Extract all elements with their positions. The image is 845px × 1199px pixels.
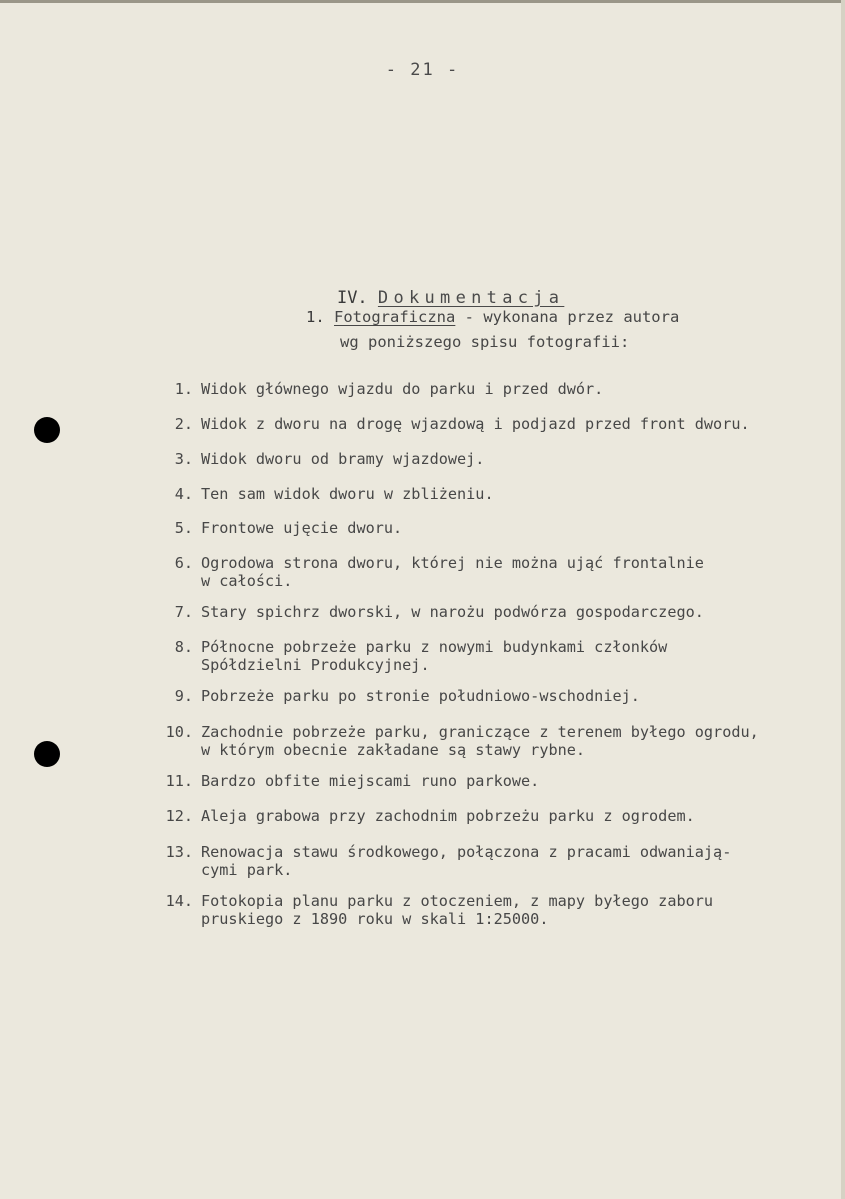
list-item-text	[201, 554, 841, 590]
list-item-text	[201, 807, 841, 825]
list-item-line: pruskiego z 1890 roku w skali 1:25000.	[201, 910, 549, 928]
punch-hole-upper	[34, 417, 60, 443]
list-item-line: Północne pobrzeże parku z nowymi budynkami członków	[201, 638, 668, 656]
list-item-text	[201, 638, 841, 674]
list-item-number: 6.	[174, 554, 193, 572]
list-item-text	[201, 450, 841, 468]
list-item-line: Widok głównego wjazdu do parku i przed dwór.	[201, 380, 604, 398]
list-item-text	[201, 772, 841, 790]
list-item-line: Bardzo obfite miejscami runo parkowe.	[201, 772, 540, 790]
subsection-line-2: wg poniższego spisu fotografii:	[340, 333, 630, 351]
list-item-number: 11.	[165, 772, 193, 790]
list-item-line: Aleja grabowa przy zachodnim pobrzeżu parku z ogrodem.	[201, 807, 695, 825]
list-item-text	[201, 892, 841, 928]
subsection-description: - wykonana przez autora	[455, 308, 680, 326]
list-item-line: w całości.	[201, 572, 293, 590]
list-item-text	[201, 723, 841, 759]
list-item-number: 7.	[174, 603, 193, 621]
section-number: IV.	[336, 288, 368, 308]
list-item-line: Ogrodowa strona dworu, której nie można ująć frontalnie	[201, 554, 704, 572]
list-item-number: 12.	[165, 807, 193, 825]
page-top-edge	[0, 0, 845, 3]
list-item-text	[201, 380, 841, 398]
page-right-edge	[841, 0, 845, 1199]
punch-hole-lower	[34, 741, 60, 767]
list-item-number: 4.	[174, 485, 193, 503]
subsection-title: Fotograficzna	[334, 308, 456, 326]
list-item-line: Frontowe ujęcie dworu.	[201, 519, 403, 537]
list-item-line: Ten sam widok dworu w zbliżeniu.	[201, 485, 494, 503]
list-item-line: Widok dworu od bramy wjazdowej.	[201, 450, 485, 468]
list-item-line: w którym obecnie zakładane są stawy rybne.	[201, 741, 586, 759]
list-item-text	[201, 603, 841, 621]
list-item-line: cymi park.	[201, 861, 293, 879]
section-title: Dokumentacja	[377, 288, 565, 308]
list-item-line: Renowacja stawu środkowego, połączona z pracami odwaniają-	[201, 843, 732, 861]
list-item-line: Widok z dworu na drogę wjazdową i podjazd przed front dworu.	[201, 415, 750, 433]
list-item-number: 10.	[165, 723, 193, 741]
list-item-number: 1.	[174, 380, 193, 398]
list-item-line: Fotokopia planu parku z otoczeniem, z mapy byłego zaboru	[201, 892, 714, 910]
list-item-line: Zachodnie pobrzeże parku, graniczące z terenem byłego ogrodu,	[201, 723, 759, 741]
page-number: - 21 -	[385, 60, 460, 80]
list-item-line: Stary spichrz dworski, w narożu podwórza gospodarczego.	[201, 603, 704, 621]
list-item-text	[201, 415, 841, 433]
list-item-number: 3.	[174, 450, 193, 468]
subsection-heading	[306, 305, 679, 355]
list-item-line: Pobrzeże parku po stronie południowo-wschodniej.	[201, 687, 640, 705]
subsection-line-1	[306, 305, 679, 330]
list-item-text	[201, 687, 841, 705]
subsection-number: 1.	[306, 308, 325, 326]
list-item-line: Spółdzielni Produkcyjnej.	[201, 656, 430, 674]
list-item-text	[201, 485, 841, 503]
list-item-number: 9.	[174, 687, 193, 705]
list-item-number: 2.	[174, 415, 193, 433]
list-item-text	[201, 843, 841, 879]
list-item-number: 8.	[174, 638, 193, 656]
list-item-number: 14.	[165, 892, 193, 910]
list-item-number: 5.	[174, 519, 193, 537]
list-item-text	[201, 519, 841, 537]
list-item-number: 13.	[165, 843, 193, 861]
